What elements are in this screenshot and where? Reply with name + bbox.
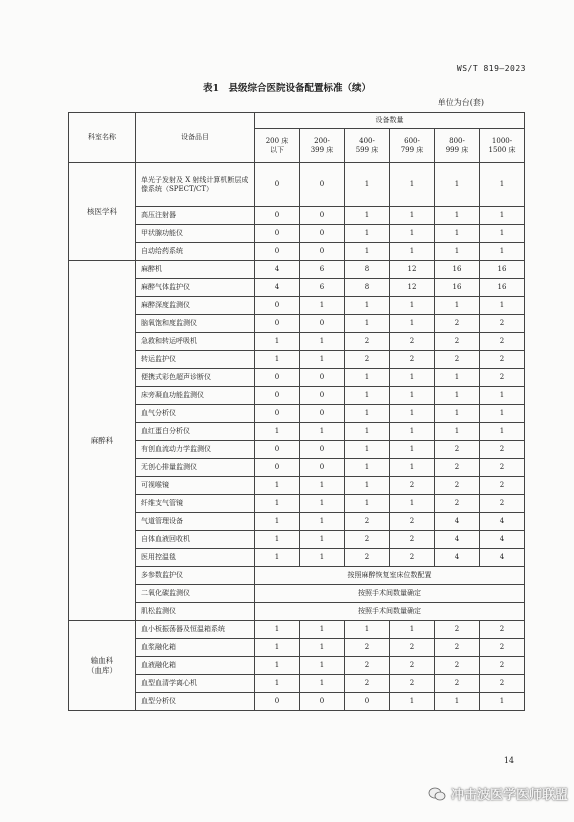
qty-cell: 0: [345, 693, 390, 711]
qty-cell: 0: [255, 441, 300, 459]
qty-cell: 2: [480, 675, 525, 693]
qty-cell: 2: [345, 351, 390, 369]
qty-cell: 0: [255, 225, 300, 243]
qty-cell: 4: [480, 531, 525, 549]
qty-cell: 0: [255, 387, 300, 405]
qty-cell: 0: [255, 207, 300, 225]
watermark-text: 冲击波医学医师联盟: [450, 788, 568, 803]
item-name: 高压注射器: [136, 207, 255, 225]
qty-cell: 0: [300, 163, 345, 207]
qty-cell: 6: [300, 261, 345, 279]
qty-cell: 2: [345, 657, 390, 675]
qty-cell: 1: [300, 333, 345, 351]
item-name: 麻醉气体监护仪: [136, 279, 255, 297]
table-row: [69, 315, 525, 333]
qty-cell: 2: [480, 477, 525, 495]
item-name: 血小板振荡器及恒温箱系统: [136, 621, 255, 639]
qty-cell: 1: [480, 207, 525, 225]
header-col-2: 400- 599 床: [345, 129, 390, 163]
qty-cell: 0: [300, 315, 345, 333]
table-row: [69, 261, 525, 279]
qty-cell: 1: [300, 513, 345, 531]
item-name: 血型血清学离心机: [136, 675, 255, 693]
qty-cell: 2: [480, 333, 525, 351]
qty-cell: 4: [480, 513, 525, 531]
qty-cell: 2: [480, 315, 525, 333]
qty-cell: 2: [345, 675, 390, 693]
qty-cell: 2: [480, 369, 525, 387]
qty-cell: 1: [255, 657, 300, 675]
qty-cell: 0: [300, 243, 345, 261]
header-col-3: 600- 799 床: [390, 129, 435, 163]
item-name: 转运监护仪: [136, 351, 255, 369]
qty-cell: 1: [480, 163, 525, 207]
qty-cell: 1: [300, 423, 345, 441]
qty-cell: 0: [300, 405, 345, 423]
qty-cell: 2: [435, 657, 480, 675]
qty-cell: 1: [255, 333, 300, 351]
item-name: 单光子发射及 X 射线计算机断层成像系统（SPECT/CT）: [136, 163, 255, 207]
qty-cell: 1: [345, 225, 390, 243]
item-name: 纤维支气管镜: [136, 495, 255, 513]
item-name: 甲状腺功能仪: [136, 225, 255, 243]
qty-cell: 1: [255, 513, 300, 531]
header-col-1: 200- 399 床: [300, 129, 345, 163]
qty-cell: 2: [435, 639, 480, 657]
dept-name: 麻醉科: [69, 261, 136, 621]
item-name: 血气分析仪: [136, 405, 255, 423]
qty-cell: 12: [390, 261, 435, 279]
qty-cell: 1: [435, 405, 480, 423]
qty-cell: 1: [345, 405, 390, 423]
qty-cell: 2: [480, 639, 525, 657]
item-name: 气道管理设备: [136, 513, 255, 531]
item-name: 血液融化箱: [136, 657, 255, 675]
qty-cell: 1: [390, 297, 435, 315]
qty-cell: 1: [300, 657, 345, 675]
item-name: 自动给药系统: [136, 243, 255, 261]
merged-note: 按照手术间数量确定: [255, 585, 525, 603]
item-name: 脑氧饱和度监测仪: [136, 315, 255, 333]
qty-cell: 1: [300, 639, 345, 657]
qty-cell: 1: [390, 243, 435, 261]
item-name: 可视喉镜: [136, 477, 255, 495]
qty-cell: 0: [255, 459, 300, 477]
table-row: [69, 297, 525, 315]
qty-cell: 1: [390, 315, 435, 333]
qty-cell: 1: [390, 621, 435, 639]
qty-cell: 1: [390, 207, 435, 225]
qty-cell: 1: [345, 495, 390, 513]
qty-cell: 4: [480, 549, 525, 567]
qty-cell: 1: [300, 297, 345, 315]
qty-cell: 1: [435, 387, 480, 405]
qty-cell: 1: [390, 495, 435, 513]
header-qty: 设备数量: [255, 113, 525, 129]
qty-cell: 2: [345, 549, 390, 567]
table-row: [69, 351, 525, 369]
qty-cell: 2: [345, 639, 390, 657]
item-name: 无创心排量监测仪: [136, 459, 255, 477]
qty-cell: 2: [435, 675, 480, 693]
qty-cell: 1: [480, 387, 525, 405]
table-row: [69, 657, 525, 675]
qty-cell: 0: [300, 369, 345, 387]
item-name: 血浆融化箱: [136, 639, 255, 657]
qty-cell: 1: [390, 459, 435, 477]
table-row: [69, 585, 525, 603]
qty-cell: 1: [255, 549, 300, 567]
qty-cell: 1: [255, 675, 300, 693]
qty-cell: 1: [300, 351, 345, 369]
qty-cell: 0: [255, 405, 300, 423]
qty-cell: 2: [345, 513, 390, 531]
qty-cell: 1: [390, 163, 435, 207]
qty-cell: 0: [300, 693, 345, 711]
table-row: [69, 675, 525, 693]
item-name: 医用控温毯: [136, 549, 255, 567]
wechat-icon: [428, 787, 446, 801]
qty-cell: 2: [390, 513, 435, 531]
item-name: 血红蛋白分析仪: [136, 423, 255, 441]
item-name: 多参数监护仪: [136, 567, 255, 585]
qty-cell: 1: [435, 163, 480, 207]
item-name: 急救和转运呼吸机: [136, 333, 255, 351]
qty-cell: 1: [435, 369, 480, 387]
header-col-0: 200 床 以下: [255, 129, 300, 163]
qty-cell: 16: [480, 261, 525, 279]
table-row: [69, 163, 525, 207]
qty-cell: 2: [345, 333, 390, 351]
qty-cell: 2: [345, 531, 390, 549]
qty-cell: 4: [255, 279, 300, 297]
unit-label: 单位为台(套): [437, 98, 484, 107]
qty-cell: 1: [255, 531, 300, 549]
table-row: [69, 639, 525, 657]
qty-cell: 2: [435, 477, 480, 495]
table-row: [69, 387, 525, 405]
qty-cell: 0: [255, 243, 300, 261]
qty-cell: 1: [255, 621, 300, 639]
qty-cell: 0: [255, 297, 300, 315]
header-dept: 科室名称: [69, 113, 136, 163]
merged-note: 按照麻醉恢复室床位数配置: [255, 567, 525, 585]
qty-cell: 16: [480, 279, 525, 297]
dept-name: 输血科 （血库）: [69, 621, 136, 711]
qty-cell: 4: [255, 261, 300, 279]
qty-cell: 1: [345, 297, 390, 315]
qty-cell: 1: [435, 243, 480, 261]
table-row: [69, 405, 525, 423]
qty-cell: 2: [480, 459, 525, 477]
table-title: 表1 县级综合医院设备配置标准（续）: [202, 83, 372, 94]
qty-cell: 1: [345, 369, 390, 387]
item-name: 麻醉深度监测仪: [136, 297, 255, 315]
table-row: [69, 423, 525, 441]
qty-cell: 1: [435, 225, 480, 243]
qty-cell: 1: [435, 297, 480, 315]
qty-cell: 0: [300, 459, 345, 477]
qty-cell: 1: [480, 693, 525, 711]
qty-cell: 2: [435, 351, 480, 369]
table-row: [69, 495, 525, 513]
qty-cell: 2: [390, 477, 435, 495]
table-row: [69, 369, 525, 387]
table-row: [69, 603, 525, 621]
qty-cell: 1: [390, 693, 435, 711]
qty-cell: 2: [390, 639, 435, 657]
table-row: [69, 243, 525, 261]
table-row: [69, 531, 525, 549]
qty-cell: 1: [345, 163, 390, 207]
qty-cell: 0: [255, 693, 300, 711]
qty-cell: 6: [300, 279, 345, 297]
qty-cell: 1: [345, 459, 390, 477]
qty-cell: 4: [435, 513, 480, 531]
qty-cell: 2: [390, 351, 435, 369]
qty-cell: 2: [390, 657, 435, 675]
qty-cell: 1: [435, 693, 480, 711]
qty-cell: 1: [480, 423, 525, 441]
table-row: [69, 441, 525, 459]
qty-cell: 1: [300, 495, 345, 513]
equipment-config-table: [68, 112, 525, 711]
qty-cell: 0: [255, 315, 300, 333]
qty-cell: 2: [480, 657, 525, 675]
qty-cell: 1: [435, 207, 480, 225]
table-row: [69, 621, 525, 639]
dept-name: 核医学科: [69, 163, 136, 261]
table-row: [69, 333, 525, 351]
merged-note: 按照手术间数量确定: [255, 603, 525, 621]
item-name: 床旁凝血功能监测仪: [136, 387, 255, 405]
qty-cell: 1: [480, 243, 525, 261]
qty-cell: 1: [390, 405, 435, 423]
qty-cell: 1: [300, 531, 345, 549]
qty-cell: 1: [345, 477, 390, 495]
qty-cell: 1: [345, 315, 390, 333]
page-number: 14: [503, 756, 514, 765]
qty-cell: 1: [480, 225, 525, 243]
qty-cell: 1: [480, 297, 525, 315]
table-row: [69, 567, 525, 585]
item-name: 麻醉机: [136, 261, 255, 279]
qty-cell: 1: [345, 441, 390, 459]
qty-cell: 0: [300, 225, 345, 243]
qty-cell: 2: [390, 333, 435, 351]
table-row: [69, 279, 525, 297]
header-item: 设备品目: [136, 113, 255, 163]
qty-cell: 2: [480, 441, 525, 459]
qty-cell: 1: [345, 207, 390, 225]
table-row: [69, 693, 525, 711]
qty-cell: 1: [390, 387, 435, 405]
qty-cell: 2: [480, 351, 525, 369]
qty-cell: 2: [435, 441, 480, 459]
watermark: [428, 784, 568, 803]
qty-cell: 1: [435, 423, 480, 441]
qty-cell: 8: [345, 279, 390, 297]
qty-cell: 8: [345, 261, 390, 279]
table-row: [69, 549, 525, 567]
qty-cell: 0: [300, 441, 345, 459]
qty-cell: 4: [435, 549, 480, 567]
item-name: 二氧化碳监测仪: [136, 585, 255, 603]
header-col-5: 1000- 1500 床: [480, 129, 525, 163]
qty-cell: 12: [390, 279, 435, 297]
qty-cell: 2: [435, 459, 480, 477]
qty-cell: 1: [345, 243, 390, 261]
qty-cell: 2: [480, 495, 525, 513]
item-name: 便携式彩色超声诊断仪: [136, 369, 255, 387]
qty-cell: 1: [255, 495, 300, 513]
qty-cell: 0: [300, 207, 345, 225]
qty-cell: 2: [390, 531, 435, 549]
qty-cell: 2: [435, 621, 480, 639]
qty-cell: 1: [255, 423, 300, 441]
table-row: [69, 207, 525, 225]
qty-cell: 16: [435, 279, 480, 297]
qty-cell: 2: [435, 495, 480, 513]
qty-cell: 1: [255, 477, 300, 495]
qty-cell: 2: [435, 333, 480, 351]
qty-cell: 4: [435, 531, 480, 549]
qty-cell: 1: [390, 423, 435, 441]
qty-cell: 1: [345, 387, 390, 405]
item-name: 血型分析仪: [136, 693, 255, 711]
table-row: [69, 513, 525, 531]
item-name: 有创血流动力学监测仪: [136, 441, 255, 459]
table-row: [69, 477, 525, 495]
qty-cell: 1: [480, 405, 525, 423]
qty-cell: 1: [345, 423, 390, 441]
qty-cell: 1: [390, 225, 435, 243]
qty-cell: 2: [390, 549, 435, 567]
qty-cell: 1: [345, 621, 390, 639]
qty-cell: 1: [300, 621, 345, 639]
qty-cell: 1: [300, 477, 345, 495]
qty-cell: 1: [390, 441, 435, 459]
qty-cell: 1: [255, 639, 300, 657]
header-col-4: 800- 999 床: [435, 129, 480, 163]
item-name: 肌松监测仪: [136, 603, 255, 621]
qty-cell: 2: [390, 675, 435, 693]
qty-cell: 0: [255, 369, 300, 387]
qty-cell: 1: [255, 351, 300, 369]
qty-cell: 1: [390, 369, 435, 387]
item-name: 自体血液回收机: [136, 531, 255, 549]
qty-cell: 0: [300, 387, 345, 405]
qty-cell: 0: [255, 163, 300, 207]
qty-cell: 1: [300, 675, 345, 693]
qty-cell: 16: [435, 261, 480, 279]
table-row: [69, 225, 525, 243]
qty-cell: 2: [480, 621, 525, 639]
qty-cell: 2: [435, 315, 480, 333]
qty-cell: 1: [300, 549, 345, 567]
table-row: [69, 459, 525, 477]
standard-code: WS/T 819—2023: [456, 64, 526, 73]
